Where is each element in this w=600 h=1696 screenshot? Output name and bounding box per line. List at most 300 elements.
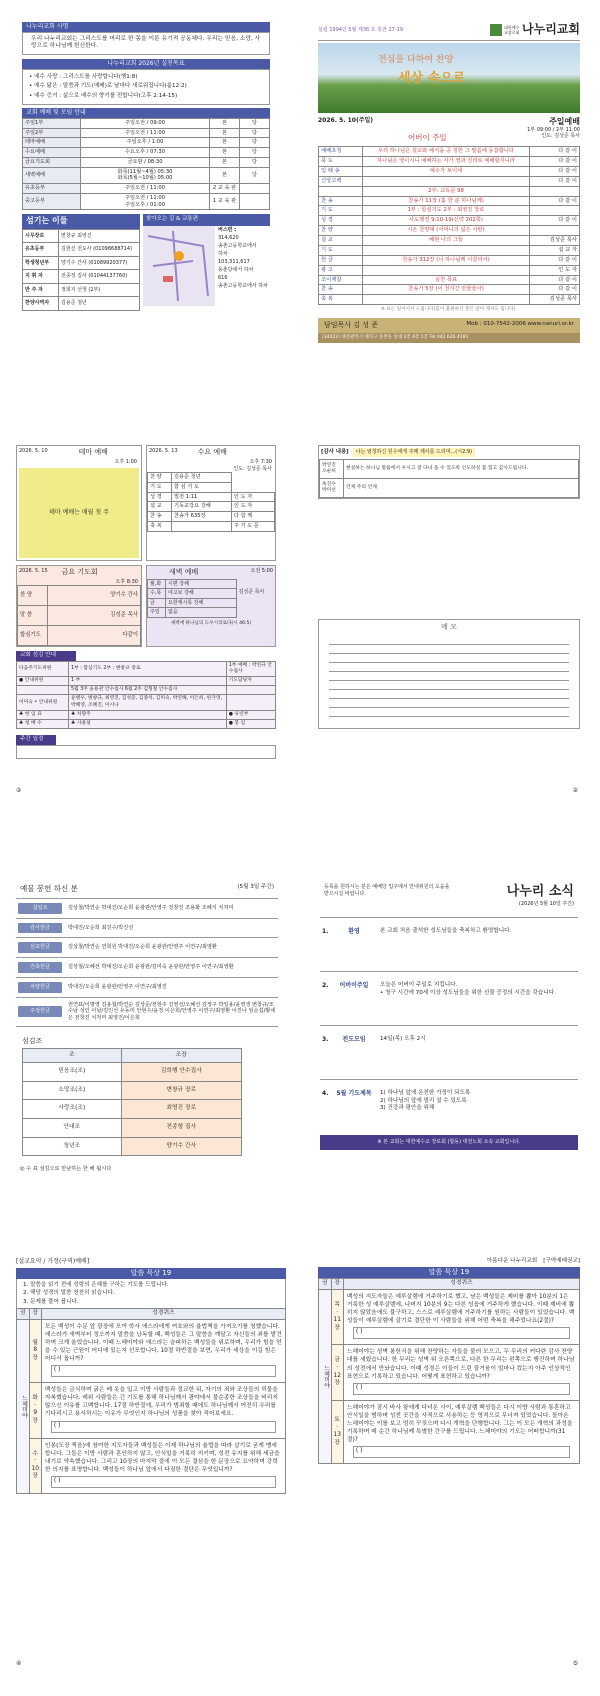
quiz-head [319, 1279, 580, 1290]
order-row-cell: 사도행전 9:10-19(신약 202쪽) [363, 216, 530, 226]
worship-row-cell: 주일2부 [23, 128, 81, 138]
prayer-title: 나는 엄청하신 원수에게 주께 제사를 드리며...(시2:9) [353, 448, 475, 457]
order-row-cell: 예배초청 [319, 147, 363, 157]
order-row-cell: 다 같 이 [530, 196, 580, 206]
order-row [319, 295, 580, 305]
wed-row-cell: 찬 송 [148, 512, 172, 522]
order-row-cell: 혜현 나의 그들 [363, 236, 530, 246]
staff-row-cell: 찬양사역자 [23, 297, 59, 311]
staff-row [23, 256, 140, 270]
wed-row-cell [172, 521, 232, 531]
offering-label: 감사헌금 [18, 923, 62, 934]
dawn-row-cell: 주일 [148, 608, 166, 618]
order-row-cell [530, 186, 580, 196]
order-row-cell [363, 176, 530, 186]
prayer-row [320, 478, 579, 497]
order-row-cell: 신앙고백 [319, 176, 363, 186]
wed-row [148, 482, 275, 492]
news-num: 1. [322, 928, 329, 936]
order-row [319, 216, 580, 226]
news-num: 4. [322, 1090, 329, 1098]
order-row-cell: 설 교 [319, 236, 363, 246]
small-row-cell: ● 봉 임 [226, 720, 275, 729]
dawn-row [148, 579, 237, 589]
wed-row [148, 521, 275, 531]
quiz-head-cell: 장 [331, 1279, 343, 1290]
offering-names: 권연표/이명영 김용철/박연순 김상준/전현주 김영선/오혜선 김정구 박일용/윤영생 변창규/조수남 성인 이남/김인선 유동미 안현수/윤정 이은희/안영주 이연구/최영환 이진나 임순섭/황세은 전창진 치처미 최영진/이은희 [68, 1001, 276, 1021]
dawn-row [148, 608, 237, 618]
order-row [319, 245, 580, 255]
worship-row-cell: 당 [240, 138, 270, 148]
group-name: 사랑조(조) [23, 1100, 122, 1119]
worship-row [23, 148, 270, 158]
quiz-head-cell: 성경퀴즈 [41, 1309, 285, 1320]
order-row [319, 157, 580, 167]
groups-row [23, 1063, 242, 1082]
dawn-row-cell: 없음 [166, 608, 237, 618]
order-row-cell: 기 도 [319, 206, 363, 216]
offering-label: 주정헌금 [18, 1006, 62, 1017]
groups-head [23, 1048, 242, 1063]
page-1 [22, 22, 270, 307]
quiz-row [319, 1345, 580, 1400]
news-item [320, 917, 578, 971]
worship-row [23, 184, 270, 194]
worship-row-cell: 금요밤 / 08:30 [81, 157, 210, 167]
small-row-cell [226, 686, 275, 695]
wed-row-cell: 찬 양 [148, 473, 172, 483]
groups-row [23, 1100, 242, 1119]
small-row-cell: 1부 예배 : 박연규 안수집사 [226, 661, 275, 676]
wed-row-cell: 찬송가 635장 [172, 512, 232, 522]
bus-info [215, 226, 268, 306]
worship-row-cell: 본 [210, 128, 240, 138]
goal-item: • 예수 사랑 : 그리스도를 사랑합니다(행1:8) [29, 73, 138, 80]
small-row [17, 676, 276, 685]
bus-line: 314,620 [218, 234, 239, 241]
staff-row-cell: 전종정 집사 (01044137760) [59, 270, 140, 284]
worship-row-cell [240, 193, 270, 210]
page-5 [16, 880, 278, 1210]
church-sub: 대한예수교장로회 [504, 24, 520, 35]
staff-row-cell: 시무장로 [23, 229, 59, 243]
news-head: 전도모임 [342, 1036, 366, 1044]
worship-row-cell: 당 [240, 128, 270, 138]
quiz-question: 모든 백성이 수문 앞 광장에 모여 학사 에스라에게 여호와의 율법책을 가져오기를 청했습니다. 에스라가 새벽부터 정오까지 말씀을 낭독할 때, 백성들은 그 말씀을 깨달고 자신들의 죄를 발견하며 크게 울었습니다. 이때 느헤미야와 에스라는 슬퍼하는 백성들을 위로하며, 우리가 힘을 얻을 수 있는 근원이 어디에 있는지 선포합니다. 10절 하반절을 보면, 우리가 세상을 이길 힘은 어디서 옵니까? [44, 1323, 282, 1363]
staff-row-cell: 김현선 전도사 (01098688714) [59, 243, 140, 257]
small-row-cell: ♣ 헌 임 표 [17, 710, 69, 719]
order-row [319, 275, 580, 285]
prayer-row-cell: 현실하는 하나님 말씀에서 우시고 잘 다녀 올 수 있도록 인도하실 몸 힘고 감사드립니다. [344, 459, 579, 478]
order-row [319, 206, 580, 216]
news-num: 3. [322, 1036, 329, 1044]
order-row-cell: 찬 양 [319, 226, 363, 236]
worship-row-cell: 주일오전 / 11:00 [81, 128, 210, 138]
quiz-text [41, 1383, 285, 1438]
dawn-box [146, 565, 276, 648]
map-title: 찾아오는 길 & 교통편 [143, 214, 270, 225]
bulletin-info: 설립 1994년 5월 제36 호 통권 27-19 [318, 26, 403, 33]
page-2 [318, 22, 580, 382]
quiz-question: 백성들은 금식하며 굵은 베 옷을 입고 이방 사람들과 절교한 뒤, 자기의 죄와 조상들의 허물을 자복했습니다. 레위 사람들은 긴 기도를 통해 하나님께서 광야에서 불순종한 조상들을 버리지 않으신 이유를 고백합니다. 17절 하반절에, 우리가 범죄할 때에도 하나님께서 여전히 우리를 기다리시고 용서하시는 이유가 무엇인지 하나님의 성품을 찾아 적어보세요. [44, 1387, 278, 1418]
bus-line: 하차 [218, 250, 228, 257]
fri-row [18, 606, 141, 626]
bus-line: 송촌고등학교에서 하차 [218, 282, 268, 289]
offering-names: 박대진/오순희 최진수/박진선 [68, 924, 134, 931]
order-row-cell: 김성준 목사 [530, 236, 580, 246]
group-leader: 전종형 집사 [121, 1118, 241, 1137]
worship-row-cell: 새벽예배 [23, 167, 81, 184]
wed-row-cell: 빌전 1:11 [172, 492, 232, 502]
p7-label: [설교요약 / 가정(구역)예배] [16, 1258, 90, 1265]
order-row-cell: 찬송가 11장 (홀 한 분 하나님께) [363, 196, 530, 206]
offering-label: 선교헌금 [18, 942, 62, 953]
memo-title: 메 모 [441, 623, 457, 632]
quiz-row [319, 1289, 580, 1344]
order-row-cell: 묵 도 [319, 157, 363, 167]
news-list [320, 917, 578, 1133]
order-row-cell: 실천 목표 [363, 275, 530, 285]
answer-box[interactable]: ( ) [51, 1421, 276, 1433]
quiz-row [17, 1383, 286, 1438]
small-row-cell: 윤병우, 변창규, 최영진, 김성준, 김종석, 김미숙, 박연해, 이은희, 한가영, 박해영, 조혜진, 이시나 [69, 695, 227, 710]
small-row-cell: ● 유년부 [226, 710, 275, 719]
dawn-row-cell: 야고보 강해 [166, 589, 237, 599]
week-title: 주간 일정 [16, 735, 56, 744]
worship-row [23, 118, 270, 128]
groups-note: ◎ 수 표 섬김으로 만남하는 한 해 됩시다 [20, 1166, 112, 1173]
p7-quiz-table [16, 1308, 286, 1494]
dawn-row-cell: 시편 강해 [166, 579, 237, 589]
fri-time: 오후 8:30 [115, 578, 138, 585]
order-row-cell [363, 295, 530, 305]
small-table [16, 661, 276, 730]
wed-table [147, 472, 275, 532]
theme-title: 테마 예배 [78, 448, 108, 456]
group-leader: 양기수 간사 [121, 1137, 241, 1156]
news-body: 오늘은 어버이 주일로 지킵니다. • 청구 시간에 70세 이상 성도님들을 위한 선물 증정의 시간을 갖습니다. [380, 982, 556, 996]
goal-item: • 예수 증거 : 삶으로 예수의 향기를 전합니다(고후 2:14-15) [29, 92, 178, 99]
page-number: ② [572, 787, 578, 794]
worship-row-cell: 본 [210, 167, 240, 184]
dawn-note: 새벽에 하나님의 도우시리로다(시 46:5) [170, 620, 252, 626]
group-name: 믿음조(조) [23, 1063, 122, 1082]
answer-box[interactable]: ( ) [51, 1365, 276, 1377]
answer-box[interactable]: ( ) [353, 1327, 570, 1339]
staff-row-cell: 변창규 최영진 [59, 229, 140, 243]
dawn-row-cell: 월,화 [148, 579, 166, 589]
order-row [319, 176, 580, 186]
order-table [318, 146, 580, 305]
worship-title: 교회 예배 및 모임 안내 [22, 108, 270, 118]
staff-row-cell: 정희지 선생 (2부) [59, 283, 140, 297]
worship-row-cell: 화목(11월~4월) 05:30 화목(5월~10월) 05:00 [81, 167, 210, 184]
small-row-cell: ♣ 청 배 수 [17, 720, 69, 729]
order-row [319, 147, 580, 157]
worship-row-cell [240, 184, 270, 194]
fri-row [18, 626, 141, 646]
church-logo [490, 24, 502, 36]
offering-row [16, 919, 278, 939]
worship-row-cell: 주일오전 / 11:00 [81, 184, 210, 194]
small-row [17, 710, 276, 719]
order-row-cell [530, 206, 580, 216]
group-name: 소망조(조) [23, 1081, 122, 1100]
week-area [16, 745, 276, 759]
quiz-head-cell: 장 [29, 1309, 41, 1320]
wed-date: 2026. 5. 13 [149, 448, 178, 454]
goal-item: • 예수 닮은 : 말씀과 기도(예배)로 날마다 새로워집니다(롬12:2) [29, 83, 187, 90]
service-title: 주일예배 [549, 116, 580, 126]
small-row-cell: ♣ 차량주 [69, 710, 227, 719]
order-row-cell: 다 같 이 [530, 285, 580, 295]
order-row-cell: 다 같 이 [530, 176, 580, 186]
prayer-label: [감사 내용] [321, 448, 349, 455]
groups-row [23, 1081, 242, 1100]
order-row-cell [363, 265, 530, 275]
worship-row-cell: 유초등부 [23, 184, 81, 194]
answer-box[interactable]: ( ) [353, 1446, 570, 1458]
wed-time: 오후 7:30 [249, 459, 272, 466]
small-row-cell [17, 686, 69, 695]
offering-names: 김상철/박연순 연희원 박대진/오순희 윤광관/안영주 이연구/최영환 [68, 944, 217, 951]
p8-label-right: [구역예배권교] [543, 1258, 580, 1264]
wed-row-cell: 함 심 기 도 [172, 482, 232, 492]
news-head: 어버이주일 [339, 982, 369, 990]
news-body: 본 교회 처음 출석한 성도님들을 축복하고 환영합니다. [380, 928, 512, 935]
p8-label-left: 아름다운 나누리교회 [486, 1258, 538, 1264]
wed-row [148, 473, 275, 483]
worship-row [23, 128, 270, 138]
offering-label: 건축헌금 [18, 962, 62, 973]
pastor-bar [318, 318, 580, 333]
order-row-cell [319, 186, 363, 196]
memo-lines [329, 644, 569, 717]
page-7 [16, 1258, 286, 1678]
small-row-cell: 이미숙 • 안내위원 [17, 695, 69, 710]
news-num: 2. [322, 982, 329, 990]
theme-time: 오후 1:00 [114, 459, 137, 466]
order-row [319, 236, 580, 246]
theme-box [16, 445, 142, 561]
quiz-text [343, 1400, 579, 1464]
offering-week: (5월 3일 주간) [237, 884, 274, 890]
page-3 [16, 445, 276, 805]
worship-row-cell: 본 [210, 148, 240, 158]
offering-names: 김상철/오혜선 박대진/오순희 윤광관/김미숙 윤광관/안영주 이연구/최영환 [68, 964, 234, 970]
wed-row-cell: 성 경 [148, 492, 172, 502]
instr-item: 1. 말씀을 읽기 전에 성령의 은혜를 구하는 기도를 드립니다. [23, 1281, 169, 1288]
pastor-mobile: Mob : 010-7542-2006 www.nanuri.or.kr [466, 321, 574, 328]
groups-row [23, 1118, 242, 1137]
order-row-cell: 조이제창 [319, 275, 363, 285]
bus-line: 616 [218, 274, 228, 281]
bus-line: 103,311,617 [218, 258, 250, 265]
instr-item: 2. 해당 성경의 말씀 천천히 읽습니다. [23, 1290, 115, 1297]
dawn-leader: 김성준 목사 [238, 588, 265, 595]
wed-box [146, 445, 276, 561]
worship-row [23, 157, 270, 167]
worship-row-cell: 1 교 육 관 [210, 193, 240, 210]
page-number: ④ [16, 1660, 22, 1667]
vision-text: 우리 나누리교회는 그리스도를 머리로 한 몸을 이룬 유기적 공동체다. 우리는 믿음, 소망, 사랑으로 하나님께 헌신한다. [22, 32, 270, 55]
theme: 어버이 주일 [408, 133, 447, 143]
quiz-row [17, 1319, 286, 1383]
news-head: 환영 [348, 928, 360, 936]
order-row-cell: 축 복 [319, 295, 363, 305]
offering-names: 박대진/오순희 윤광관/안영주 이연구/최영진 [68, 983, 167, 990]
order-row-cell: 찬송가 312장 (너 하나님께 이끌리어) [363, 255, 530, 265]
page-6 [318, 880, 580, 1210]
small-row [17, 720, 276, 729]
worship-table [22, 118, 270, 211]
order-row-cell: 광 고 [319, 265, 363, 275]
dawn-row-cell: 수,목 [148, 589, 166, 599]
order-row-cell: 다 같 이 [530, 216, 580, 226]
offering-label: 십일조 [18, 903, 62, 914]
service-times: 1부 09:00 / 2부 11:00 [527, 126, 580, 133]
prayer-row-cell: 옥진수 박미선 [320, 478, 344, 497]
prayer-row-cell: 박연진 오순희 [320, 459, 344, 478]
worship-row-cell: 2 교 육 관 [210, 184, 240, 194]
offering-label: 차량헌금 [18, 982, 62, 993]
order-row [319, 265, 580, 275]
worship-row-cell: 당 [240, 118, 270, 128]
group-leader: 김희행 안수집사 [121, 1063, 241, 1082]
address: (34422) 대전광역시 대덕구 송촌동 일대 2층 4층 1층 Tel 042 626 4181 [318, 333, 580, 343]
wed-row-cell: 기독교강요 강해 [172, 502, 232, 512]
p8-quiz-table [318, 1278, 580, 1464]
memo-box [318, 619, 580, 729]
small-row-cell: 기도담당자 [226, 676, 275, 685]
order-row-cell: 다 같 이 [530, 147, 580, 157]
group-leader: 변창규 장로 [121, 1081, 241, 1100]
small-row-cell: 다음주기도위원 [17, 661, 69, 676]
worship-row-cell: 주일오전 / 09:00 [81, 118, 210, 128]
groups-row [23, 1137, 242, 1156]
dawn-time: 오전 5:00 [250, 567, 273, 574]
quiz-chapter: 금 · 12 장 [331, 1345, 343, 1400]
quiz-question: 느헤미야가 잠시 바사 왕에게 다녀온 사이, 예루살렘 백성들은 다시 이방 사람과 통혼하고 안식일을 범하며 성전 곳간을 사적으로 사용하는 등 영적으로 무너져 있었습니다. 돌아온 느헤미야는 이를 보고 엄히 꾸짖으며 다시 개혁을 단행합니다. 그는 이 모든 개혁의 과정을 기록하며 매 순간 하나님께 특별한 간구를 드립니다. 느헤미야의 기도는 어떠합니까(31절)? [346, 1404, 573, 1444]
worship-row [23, 167, 270, 184]
quiz-text [343, 1289, 579, 1344]
order-row-cell: 1부 : 함심기도 2부 : 최영진 장로 [363, 206, 530, 216]
staff-row-cell: 학생청년부 [23, 256, 59, 270]
pastor: 담임목사 김 성 준 [324, 321, 379, 330]
fri-row-cell: 다같이 [48, 626, 141, 646]
worship-row [23, 193, 270, 210]
quiz-head-cell: 권 [319, 1279, 332, 1290]
news-item [320, 1025, 578, 1079]
worship-row-cell: 주일오전 / 11:00 주일오후 / 01:00 [81, 193, 210, 210]
worship-row-cell: 본 [210, 138, 240, 148]
answer-box[interactable]: ( ) [51, 1476, 276, 1488]
page-number: ② [16, 787, 22, 794]
news-body: 1) 하나님 앞에 온전한 가정이 되도록 2) 하나님의 앞에 멀리 설 수 있도록 3) 건강과 평안을 위해 [380, 1090, 471, 1111]
staff-row [23, 229, 140, 243]
small-row [17, 661, 276, 676]
wed-row-cell: 인 도 자 [231, 502, 274, 512]
wed-row [148, 492, 275, 502]
order-row-cell: 우리 하나님은 설교와 예식을 공 칭한 그 말씀에 동참합니다 [363, 147, 530, 157]
small-row [17, 686, 276, 695]
fri-row-cell: 말 씀 [18, 606, 48, 626]
motto-top: 전심을 다하여 찬양 [378, 54, 454, 65]
prayer-row [320, 459, 579, 478]
worship-row-cell: 주일1부 [23, 118, 81, 128]
quiz-head-cell: 권 [17, 1309, 30, 1320]
staff-row-cell: 김용준 청년 [59, 297, 140, 311]
fri-date: 2026. 5. 15 [19, 567, 48, 574]
order-row [319, 166, 580, 176]
service-date: 2026. 5. 10(주일) [318, 116, 374, 124]
worship-row-cell: 주일오후 / 1:00 [81, 138, 210, 148]
quiz-question: 백성의 지도자들은 예루살렘에 거주하기로 했고, 남은 백성들은 제비를 뽑아 10분의 1은 거룩한 성 예루살렘에, 나머지 10분의 9는 다른 성읍에 거주하게 했습니다. 이때 제비에 뽑히지 않았음에도 불구하고, 스스로 예루살렘에 거주하기를 원하는 사람들이 있었습니다. 백성들이 예루살렘에 살기로 결단한 이 사람들을 위해 어떤 축복을 해주었나요(2절)? [346, 1293, 575, 1325]
church-map [143, 226, 215, 306]
quiz-chapter: 수 · 10 장 [29, 1438, 41, 1493]
dawn-row-cell: 요한계시록 강해 [166, 598, 237, 608]
group-name: 청년조 [23, 1137, 122, 1156]
order-row [319, 186, 580, 196]
offering-row [16, 978, 278, 998]
staff-row [23, 270, 140, 284]
staff-row-cell: 양기수 간사 (01089920377) [59, 256, 140, 270]
order-row-cell: 헌 금 [319, 255, 363, 265]
order-row-cell: 다 같 이 [530, 255, 580, 265]
wed-title: 수요 예배 [197, 448, 227, 456]
order-row-cell: 찬 송 [319, 285, 363, 295]
group-name: 안내조 [23, 1118, 122, 1137]
order-row [319, 196, 580, 206]
order-row-cell: 찬 송 [319, 196, 363, 206]
quiz-chapter: 월 8 장 [29, 1319, 41, 1383]
order-row-cell: 김성준 목사 [530, 295, 580, 305]
groups-table [22, 1048, 242, 1156]
news-intro: 등록을 원하시는 분은 예배당 입구에서 안내위원의 도움을 받으시길 바랍니다. [324, 884, 450, 897]
groups-title: 섬김조 [22, 1036, 43, 1045]
leader: 인도: 김성준 목사 [541, 133, 580, 140]
theme-date: 2026. 5. 10 [19, 448, 48, 454]
staff-title: 섬기는 이들 [22, 214, 140, 228]
small-row-cell: 5월 3주 윤용관 안수집사 6월 2주 김형철 안수집사 [69, 686, 227, 695]
quiz-chapter: 화 · 9 장 [29, 1383, 41, 1438]
staff-table [22, 229, 140, 311]
quiz-book: 느헤미야 [17, 1319, 30, 1493]
quiz-row [319, 1400, 580, 1464]
page-8 [318, 1258, 580, 1678]
prayer-row-cell: 언제 주의 언제 [344, 478, 579, 497]
quiz-text [343, 1345, 579, 1400]
fri-row [18, 586, 141, 606]
answer-box[interactable]: ( ) [353, 1383, 570, 1395]
staff-map [22, 214, 270, 310]
bus-line: 송촌고등학교에서 [218, 242, 257, 249]
staff-row-cell: 지 휘 자 [23, 270, 59, 284]
dawn-row [148, 598, 237, 608]
small-row [17, 695, 276, 710]
order-row [319, 226, 580, 236]
offering-title: 예물 봉헌 하신 분 [20, 884, 78, 893]
wed-row-cell: 설 교 [148, 502, 172, 512]
staff-row-cell: 유초등부 [23, 243, 59, 257]
small-row-cell: ● 안내위원 [17, 676, 69, 685]
quiz-text [41, 1438, 285, 1493]
offering-row [16, 958, 278, 978]
worship-row-cell: 수요오후 / 07:30 [81, 148, 210, 158]
fri-table [17, 585, 141, 646]
worship-row-cell: 금요기도회 [23, 157, 81, 167]
fri-row-cell: 양기수 간사 [48, 586, 141, 606]
